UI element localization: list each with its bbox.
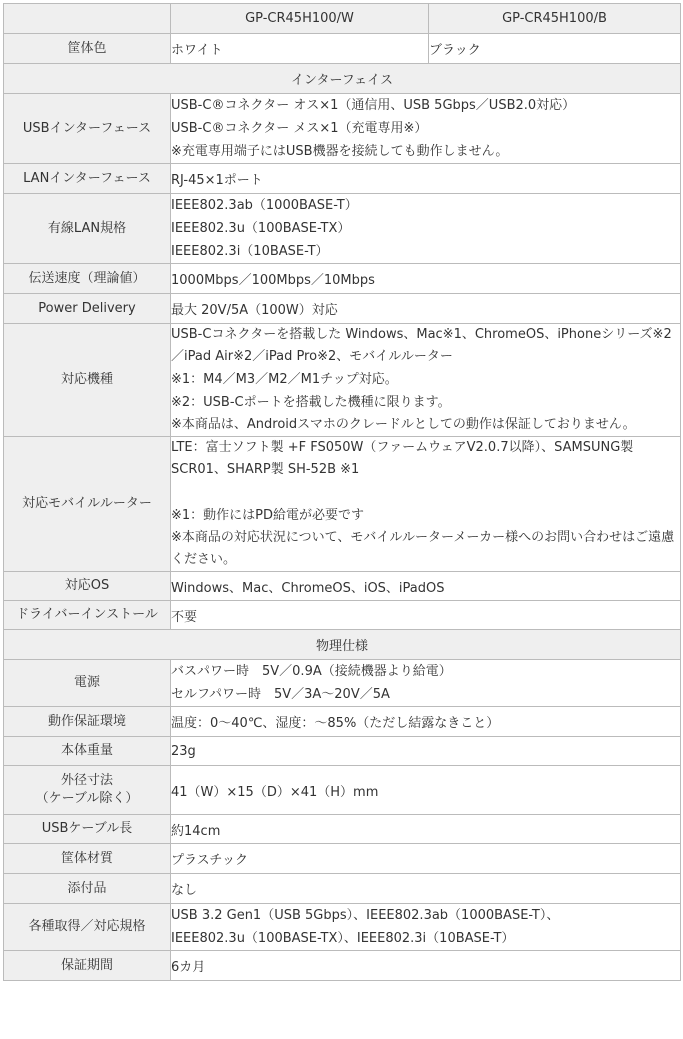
wired-lan-label: 有線LAN規格 <box>4 194 171 264</box>
mobile-router-line: LTE：富士ソフト製 +F FS050W（ファームウェアV2.0.7以降）、SAMSUNG製 SCR01、SHARP製 SH-52B ※1 <box>171 440 634 477</box>
blank-spacer <box>171 481 680 504</box>
spec-table <box>3 3 681 981</box>
dimensions-label-line: 外径寸法 <box>60 773 113 788</box>
speed-value: 1000Mbps／100Mbps／10Mbps <box>171 264 681 294</box>
compatible-devices-value <box>171 324 681 437</box>
material-label: 筐体材質 <box>4 844 171 874</box>
dimensions-value: 41（W）×15（D）×41（H）mm <box>171 766 681 815</box>
model-white-header: GP-CR45H100/W <box>171 4 429 34</box>
power-line: バスパワー時 5V／0.9A（接続機器より給電） <box>171 664 452 679</box>
power-value <box>171 660 681 707</box>
power-delivery-row <box>4 294 681 324</box>
section-physical-row <box>4 630 681 660</box>
wired-lan-line: IEEE802.3u（100BASE-TX） <box>171 221 351 236</box>
color-label: 筐体色 <box>4 34 171 64</box>
color-black-value: ブラック <box>429 34 681 64</box>
lan-interface-value: RJ-45×1ポート <box>171 164 681 194</box>
usb-interface-line: USB-C®コネクター メス×1（充電専用※） <box>171 121 428 136</box>
cable-length-row <box>4 815 681 844</box>
dimensions-label <box>4 766 171 815</box>
accessories-value: なし <box>171 874 681 904</box>
mobile-router-value <box>171 437 681 572</box>
power-label: 電源 <box>4 660 171 707</box>
driver-row <box>4 601 681 630</box>
weight-value: 23g <box>171 737 681 766</box>
environment-label: 動作保証環境 <box>4 707 171 737</box>
wired-lan-value <box>171 194 681 264</box>
mobile-router-label: 対応モバイルルーター <box>4 437 171 572</box>
wired-lan-line: IEEE802.3ab（1000BASE-T） <box>171 198 358 213</box>
warranty-label: 保証期間 <box>4 951 171 981</box>
dimensions-row <box>4 766 681 815</box>
mobile-router-note: ※1：動作にはPD給電が必要です <box>171 508 365 523</box>
color-row <box>4 34 681 64</box>
usb-interface-row <box>4 94 681 164</box>
speed-row <box>4 264 681 294</box>
mobile-router-note: ※本商品の対応状況について、モバイルルーターメーカー様へのお問い合わせはご遠慮ください。 <box>171 530 675 567</box>
dimensions-label-line: （ケーブル除く） <box>35 791 139 806</box>
driver-value: 不要 <box>171 601 681 630</box>
driver-label: ドライバーインストール <box>4 601 171 630</box>
cable-length-value: 約14cm <box>171 815 681 844</box>
os-row <box>4 572 681 601</box>
accessories-label: 添付品 <box>4 874 171 904</box>
lan-interface-row <box>4 164 681 194</box>
standards-label: 各種取得／対応規格 <box>4 904 171 951</box>
usb-interface-label: USBインターフェース <box>4 94 171 164</box>
speed-label: 伝送速度（理論値） <box>4 264 171 294</box>
weight-row <box>4 737 681 766</box>
compatible-devices-line: USB-Cコネクターを搭載した Windows、Mac※1、ChromeOS、iPhoneシリーズ※2／iPad Air※2／iPad Pro※2、モバイルルーター <box>171 327 672 364</box>
compatible-devices-note: ※1：M4／M3／M2／M1チップ対応。 <box>171 372 398 387</box>
power-row <box>4 660 681 707</box>
cable-length-label: USBケーブル長 <box>4 815 171 844</box>
wired-lan-line: IEEE802.3i（10BASE-T） <box>171 244 329 259</box>
header-empty-cell <box>4 4 171 34</box>
color-white-value: ホワイト <box>171 34 429 64</box>
model-black-header: GP-CR45H100/B <box>429 4 681 34</box>
os-label: 対応OS <box>4 572 171 601</box>
standards-line: IEEE802.3u（100BASE-TX）、IEEE802.3i（10BASE-T） <box>171 931 515 946</box>
compatible-devices-note: ※2：USB-Cポートを搭載した機種に限ります。 <box>171 395 451 410</box>
standards-value <box>171 904 681 951</box>
environment-value: 温度：0～40℃、湿度：～85%（ただし結露なきこと） <box>171 707 681 737</box>
section-interface-row <box>4 64 681 94</box>
wired-lan-row <box>4 194 681 264</box>
standards-row <box>4 904 681 951</box>
lan-interface-label: LANインターフェース <box>4 164 171 194</box>
compatible-devices-label: 対応機種 <box>4 324 171 437</box>
warranty-row <box>4 951 681 981</box>
usb-interface-value <box>171 94 681 164</box>
section-physical-heading: 物理仕様 <box>4 630 681 660</box>
warranty-value: 6カ月 <box>171 951 681 981</box>
os-value: Windows、Mac、ChromeOS、iOS、iPadOS <box>171 572 681 601</box>
power-line: セルフパワー時 5V／3A～20V／5A <box>171 687 390 702</box>
standards-line: USB 3.2 Gen1（USB 5Gbps）、IEEE802.3ab（1000BASE-T）、 <box>171 908 560 923</box>
material-value: プラスチック <box>171 844 681 874</box>
section-interface-heading: インターフェイス <box>4 64 681 94</box>
power-delivery-label: Power Delivery <box>4 294 171 324</box>
mobile-router-row <box>4 437 681 572</box>
weight-label: 本体重量 <box>4 737 171 766</box>
usb-interface-line: ※充電専用端子にはUSB機器を接続しても動作しません。 <box>171 144 509 159</box>
power-delivery-value: 最大 20V/5A（100W）対応 <box>171 294 681 324</box>
compatible-devices-row <box>4 324 681 437</box>
material-row <box>4 844 681 874</box>
compatible-devices-note: ※本商品は、Androidスマホのクレードルとしての動作は保証しておりません。 <box>171 417 636 432</box>
accessories-row <box>4 874 681 904</box>
environment-row <box>4 707 681 737</box>
usb-interface-line: USB-C®コネクター オス×1（通信用、USB 5Gbps／USB2.0対応） <box>171 98 576 113</box>
header-row <box>4 4 681 34</box>
